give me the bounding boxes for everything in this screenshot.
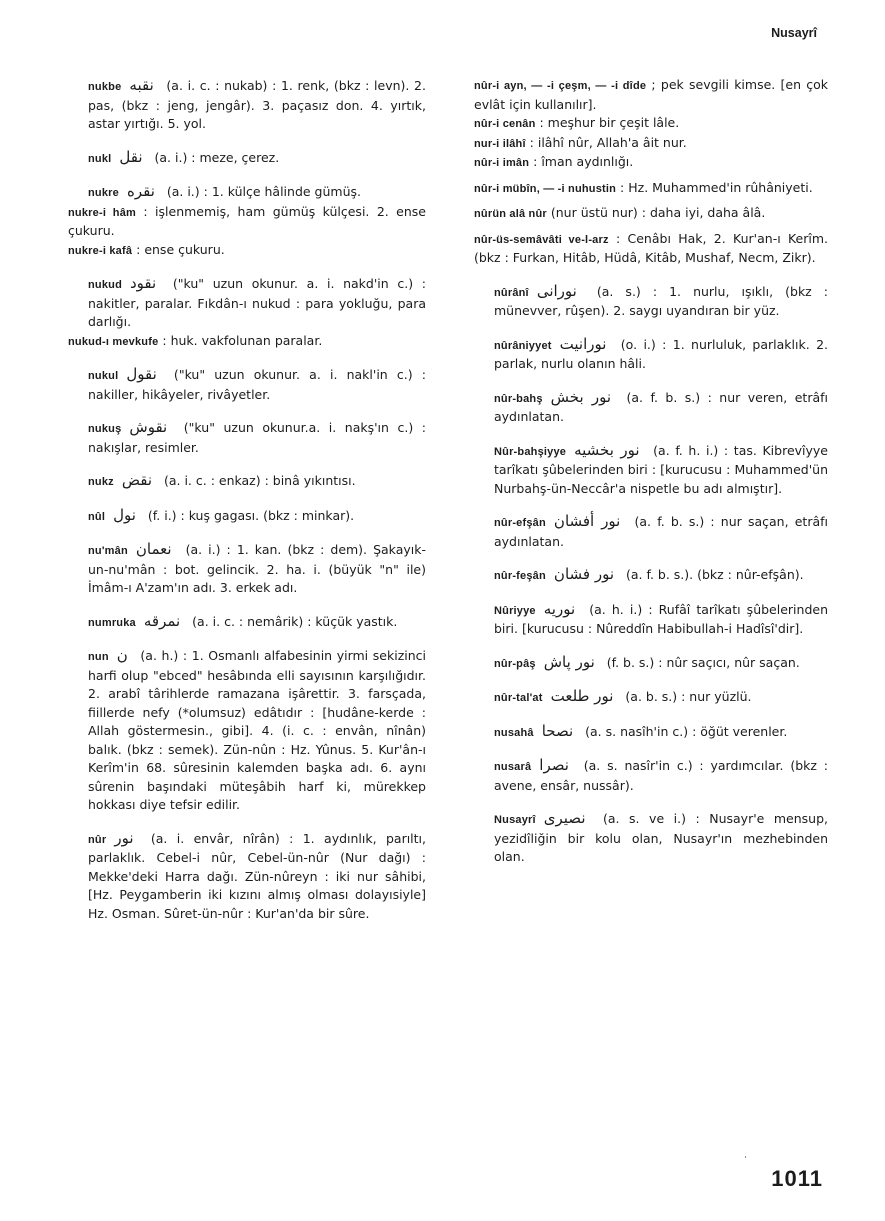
dictionary-entry bbox=[454, 687, 828, 708]
arabic-script: نقره bbox=[126, 182, 155, 200]
headword: nûr-i ayn, — -i çeşm, — -i dîde bbox=[474, 80, 647, 92]
arabic-script: ن bbox=[116, 646, 128, 664]
definition: (nur üstü nur) : daha iyi, daha âlâ. bbox=[546, 205, 766, 220]
definition: (a. i. c. : enkaz) : binâ yıkıntısı. bbox=[160, 473, 356, 488]
arabic-script: نعمان bbox=[135, 540, 172, 558]
headword: nûr-i mübîn, — -i nuhustin bbox=[474, 182, 617, 195]
headword: nukuş bbox=[88, 423, 122, 435]
arabic-script: نمرقه bbox=[143, 611, 181, 630]
arabic-script: نقود bbox=[130, 274, 157, 292]
dictionary-subentry bbox=[454, 134, 828, 154]
headword: Nusayrî bbox=[494, 814, 536, 826]
dictionary-entry bbox=[48, 148, 426, 169]
definition: : ense çukuru. bbox=[132, 241, 225, 257]
definition: : meşhur bir çeşit lâle. bbox=[535, 115, 680, 130]
arabic-script: نصحا bbox=[541, 721, 574, 740]
definition: (a. h.) : 1. Osmanlı alfabesinin yirmi sekizinci harfi olup "ebced" hesâbında elli sayısının karşılığıdır. 2. arabî târihlerde ramazana işârettir. 3. farsçada, fiillerde nefy (*olumsuz) edâtıdır : [hudâne-kerde : Allah göstermesin., gibi]. 4. (i. c. : envân, nînân) balık. (bkz : semek). Zün-nûn : Hz. Yûnus. 5. Kur'ân-ı Kerîm'in 68. sûresinin kalemden başka adı. 6. aynı sûrenin başındaki müteşâbih harf ki, mürekkep hokkası diye tefsir edilir. bbox=[88, 648, 426, 812]
headword: numruka bbox=[88, 616, 136, 629]
definition: (a. f. b. s.). (bkz : nûr-efşân). bbox=[622, 567, 804, 582]
dictionary-entry bbox=[454, 809, 828, 867]
dictionary-subentry bbox=[454, 114, 828, 134]
definition: (a. f. b. s.) : nur veren, etrâfı aydınlatan. bbox=[494, 389, 828, 424]
definition: (a. s. ve i.) : Nusayr'e mensup, yezidîliğin bir kolu olan, Nusayr'ın mezhebinden olan. bbox=[494, 811, 828, 864]
dictionary-entry bbox=[454, 653, 828, 674]
headword: nûr-pâş bbox=[494, 657, 536, 670]
dictionary-entry bbox=[48, 506, 426, 527]
headword: nûr-tal'at bbox=[494, 692, 543, 704]
headword: nûr-efşân bbox=[494, 517, 546, 529]
headword: nûr-bahş bbox=[494, 392, 543, 405]
definition: : Hz. Muhammed'in rûhâniyeti. bbox=[616, 179, 813, 195]
arabic-script: نور bbox=[114, 828, 134, 847]
headword: nûrâniyyet bbox=[494, 339, 552, 352]
headword: nu'mân bbox=[88, 545, 128, 557]
definition: ("ku" uzun okunur. a. i. nakl'in c.) : nakiller, hikâyeler, rivâyetler. bbox=[88, 367, 426, 402]
dictionary-entry bbox=[454, 282, 828, 321]
dictionary-entry bbox=[48, 418, 426, 457]
dictionary-subentry bbox=[48, 332, 426, 352]
arabic-script: نصيرى bbox=[543, 809, 586, 827]
definition: (a. i. c. : nukab) : 1. renk, (bkz : levn). 2. pas, (bkz : jeng, jengâr). 3. paçasız don. 4. yırtık, astar yırtığı. 5. yol. bbox=[88, 78, 426, 131]
dictionary-entry bbox=[454, 722, 828, 743]
headword: nûrânî bbox=[494, 286, 529, 299]
definition: (a. b. s.) : nur yüzlü. bbox=[621, 689, 752, 704]
headword: nukz bbox=[88, 476, 114, 488]
left-column bbox=[48, 76, 426, 923]
speck-mark: ˙ bbox=[743, 1156, 748, 1167]
dictionary-entry bbox=[454, 441, 828, 499]
dictionary-entry bbox=[48, 646, 426, 815]
definition: (a. s. nasîh'in c.) : öğüt verenler. bbox=[581, 723, 788, 739]
arabic-script: نقول bbox=[126, 365, 157, 383]
definition: : huk. vakfolunan paralar. bbox=[158, 332, 323, 348]
arabic-script: نور فشان bbox=[553, 565, 614, 583]
arabic-script: نورانى bbox=[536, 281, 577, 300]
arabic-script: نقض bbox=[121, 471, 152, 489]
definition: (a. h. i.) : Rufâî tarîkatı şûbelerinden biri. [kurucusu : Nûreddîn Habibullah-i Hadîsî'dir]. bbox=[494, 601, 828, 636]
definition: : Cenâbı Hak, 2. Kur'an-ı Kerîm. (bkz : Furkan, Hitâb, Hüdâ, Kitâb, Mushaf, Necm, Zikr). bbox=[474, 230, 829, 265]
headword: nukre-i hâm bbox=[68, 206, 136, 219]
dictionary-entry bbox=[454, 756, 828, 795]
arabic-script: نقل bbox=[119, 147, 143, 166]
headword: nusahâ bbox=[494, 726, 534, 739]
dictionary-subentry bbox=[454, 204, 828, 224]
dictionary-entry bbox=[48, 540, 426, 598]
arabic-script: نصرا bbox=[539, 756, 569, 774]
dictionary-entry bbox=[48, 274, 426, 332]
dictionary-entry bbox=[48, 365, 426, 404]
headword: nûr-i imân bbox=[474, 157, 530, 169]
headword: Nûriyye bbox=[494, 604, 536, 617]
headword: nur-i ilâhî bbox=[474, 137, 526, 150]
definition: ("ku" uzun okunur. a. i. nakd'in c.) : nakitler, paralar. Fıkdân-ı nukud : para yokluğu, para darlığı. bbox=[88, 276, 426, 329]
dictionary-entry bbox=[454, 388, 828, 427]
definition: (a. i.) : 1. kan. (bkz : dem). Şakayık-un-nu'mân : bot. gelincik. 2. ha. i. (büyük "n" ile) İmâm-ı A'zam'ın adı. 3. erkek adı. bbox=[88, 542, 426, 595]
headword: nûr bbox=[88, 833, 107, 846]
headword: nûr-feşân bbox=[494, 570, 546, 582]
arabic-script: نوريه bbox=[543, 599, 576, 618]
dictionary-subentry bbox=[48, 241, 426, 261]
headword: nukul bbox=[88, 370, 119, 382]
arabic-script: نول bbox=[113, 505, 136, 524]
definition: (a. i.) : meze, çerez. bbox=[150, 149, 280, 165]
arabic-script: نقوش bbox=[129, 418, 168, 436]
definition: ("ku" uzun okunur.a. i. nakş'ın c.) : nakışlar, resimler. bbox=[88, 420, 426, 455]
arabic-script: نور بخشيه bbox=[574, 440, 640, 459]
headword: nukud bbox=[88, 279, 122, 291]
definition: : ilâhî nûr, Allah'a âit nur. bbox=[525, 134, 687, 150]
running-head: Nusayrî bbox=[771, 26, 817, 40]
definition: (a. s. nasîr'in c.) : yardımcılar. (bkz : avene, ensâr, nussâr). bbox=[494, 758, 828, 793]
headword: nukl bbox=[88, 152, 112, 165]
definition: (f. b. s.) : nûr saçıcı, nûr saçan. bbox=[602, 654, 800, 670]
dictionary-entry bbox=[454, 335, 828, 374]
arabic-script: نقبه bbox=[129, 76, 154, 94]
headword: nûrün alâ nûr bbox=[474, 208, 547, 220]
dictionary-entry bbox=[454, 565, 828, 586]
headword: nukre-i kafâ bbox=[68, 244, 133, 257]
dictionary-entry bbox=[48, 471, 426, 492]
arabic-script: نورانيت bbox=[559, 334, 607, 353]
dictionary-subentry bbox=[48, 203, 426, 241]
right-column bbox=[454, 76, 828, 867]
definition: (f. i.) : kuş gagası. (bkz : minkar). bbox=[143, 507, 355, 523]
dictionary-subentry bbox=[454, 153, 828, 173]
definition: ; pek sevgili kimse. [en çok evlât için kullanılır]. bbox=[474, 77, 828, 112]
headword: nukre bbox=[88, 187, 119, 199]
definition: : işlenmemiş, ham gümüş külçesi. 2. ense çukuru. bbox=[68, 203, 426, 238]
arabic-script: نور پاش bbox=[543, 652, 595, 671]
definition: (o. i.) : 1. nurluluk, parlaklık. 2. parlak, nurlu olanın hâli. bbox=[494, 336, 828, 371]
arabic-script: نور طلعت bbox=[550, 687, 614, 705]
headword: nukud-ı mevkufe bbox=[68, 335, 159, 348]
page-number: 1011 bbox=[771, 1166, 823, 1191]
arabic-script: نور أفشان bbox=[553, 512, 621, 530]
dictionary-entry bbox=[48, 76, 426, 134]
definition: (a. f. h. i.) : tas. Kibrevîyye tarîkatı şûbelerinden biri : [kurucusu : Muhammed'ün Nurbahş-ün-Neccâr'a nispetle bu adı almıştır]. bbox=[494, 442, 828, 496]
dictionary-entry bbox=[48, 182, 426, 203]
headword: nûr-i cenân bbox=[474, 118, 536, 130]
dictionary-entry bbox=[454, 600, 828, 639]
headword: nukbe bbox=[88, 81, 122, 93]
headword: nun bbox=[88, 651, 109, 663]
dictionary-subentry bbox=[454, 230, 828, 268]
definition: (a. i. envâr, nîrân) : 1. aydınlık, parıltı, parlaklık. Cebel-i nûr, Cebel-ün-nûr (Nur dağı) : Mekke'deki Harra dağı. Zün-nûreyn : iki nur sâhibi, [Hz. Peygamberin iki kızını almış olması dolayısiyle] Hz. Osman. Sûret-ün-nûr : Kur'an'da bir sûre. bbox=[88, 830, 426, 921]
arabic-script: نور بخش bbox=[550, 387, 612, 406]
headword: nûl bbox=[88, 510, 106, 523]
definition: (a. i. c. : nemârik) : küçük yastık. bbox=[188, 613, 398, 629]
dictionary-entry bbox=[48, 612, 426, 633]
definition: (a. s.) : 1. nurlu, ışıklı, (bkz : münevver, rûşen). 2. saygı uyandıran bir yüz. bbox=[494, 283, 828, 318]
headword: Nûr-bahşiyye bbox=[494, 445, 567, 458]
dictionary-entry bbox=[48, 829, 426, 924]
definition: (a. i.) : 1. külçe hâlinde gümüş. bbox=[162, 184, 361, 199]
headword: nûr-üs-semâvâti ve-l-arz bbox=[474, 233, 609, 246]
definition: : îman aydınlığı. bbox=[529, 154, 634, 169]
dictionary-subentry bbox=[454, 76, 828, 114]
dictionary-subentry bbox=[454, 179, 828, 199]
dictionary-entry bbox=[454, 512, 828, 551]
headword: nusarâ bbox=[494, 761, 532, 773]
definition: (a. f. b. s.) : nur saçan, etrâfı aydınlatan. bbox=[494, 514, 828, 549]
